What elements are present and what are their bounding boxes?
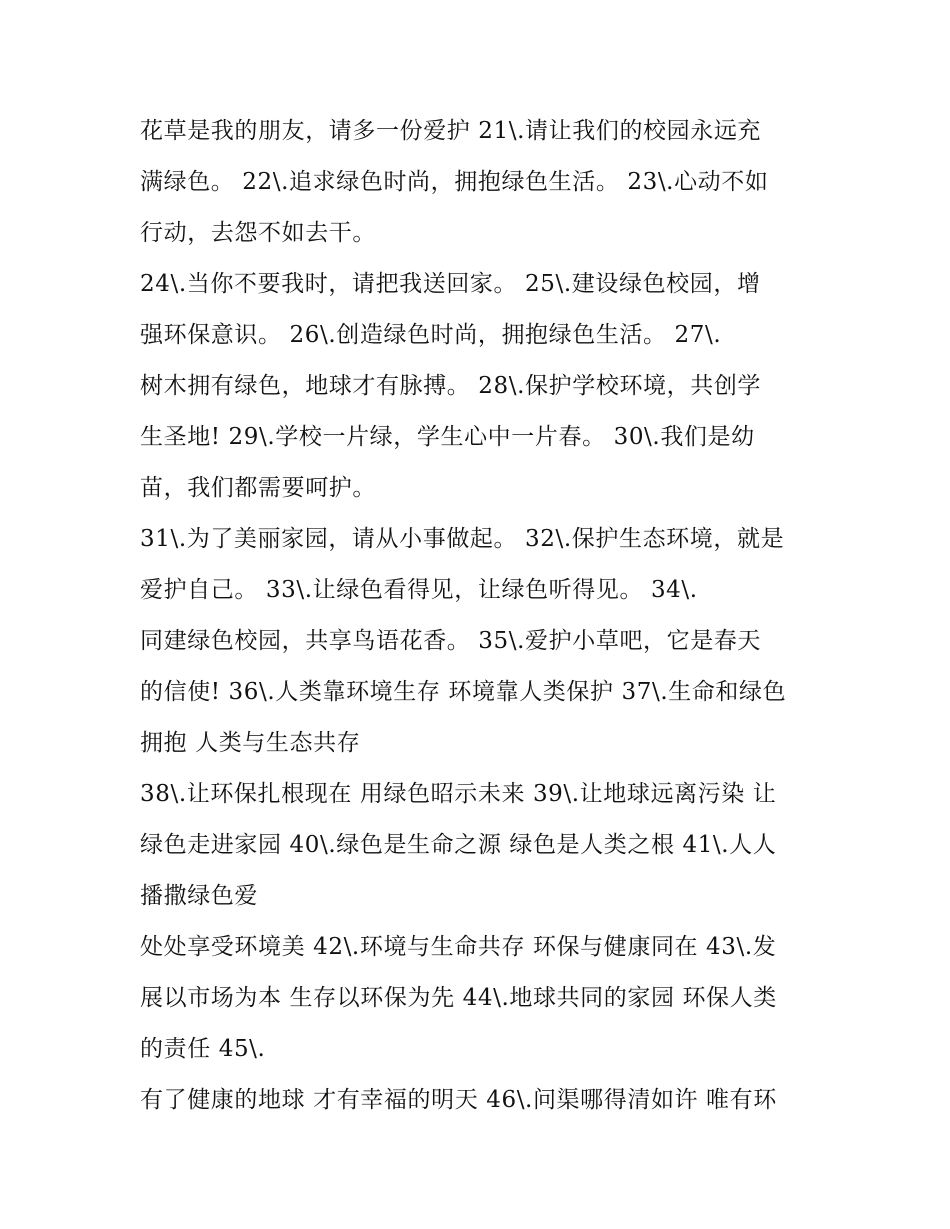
text-line: 生圣地! 29\.学校一片绿，学生心中一片春。 30\.我们是幼 (140, 424, 755, 450)
text-line: 的信使! 36\.人类靠环境生存 环境靠人类保护 37\.生命和绿色 (140, 679, 787, 705)
text-line: 处处享受环境美 42\.环境与生命共存 环保与健康同在 43\.发 (140, 934, 777, 960)
text-line: 24\.当你不要我时，请把我送回家。 25\.建设绿色校园，增 (140, 271, 761, 297)
text-line: 满绿色。 22\.追求绿色时尚，拥抱绿色生活。 23\.心动不如 (140, 169, 769, 195)
text-line: 强环保意识。 26\.创造绿色时尚，拥抱绿色生活。 27\. (140, 322, 722, 348)
text-line: 同建绿色校园，共享鸟语花香。 35\.爱护小草吧，它是春天 (140, 628, 762, 654)
text-line: 31\.为了美丽家园，请从小事做起。 32\.保护生态环境，就是 (140, 526, 785, 552)
text-line: 苗，我们都需要呵护。 (140, 475, 376, 501)
text-line: 播撒绿色爱 (140, 883, 258, 909)
text-line: 的责任 45\. (140, 1036, 266, 1062)
document-body (140, 106, 820, 1126)
text-line: 行动，去怨不如去干。 (140, 220, 376, 246)
text-line: 展以市场为本 生存以环保为先 44\.地球共同的家园 环保人类 (140, 985, 777, 1011)
text-line: 爱护自己。 33\.让绿色看得见，让绿色听得见。 34\. (140, 577, 698, 603)
text-line: 树木拥有绿色，地球才有脉搏。 28\.保护学校环境，共创学 (140, 373, 762, 399)
text-line: 拥抱 人类与生态共存 (140, 730, 361, 756)
text-line: 花草是我的朋友，请多一份爱护 21\.请让我们的校园永远充 (140, 118, 762, 144)
text-line: 绿色走进家园 40\.绿色是生命之源 绿色是人类之根 41\.人人 (140, 832, 777, 858)
text-line: 38\.让环保扎根现在 用绿色昭示未来 39\.让地球远离污染 让 (140, 781, 777, 807)
text-line: 有了健康的地球 才有幸福的明天 46\.问渠哪得清如许 唯有环 (140, 1087, 777, 1113)
